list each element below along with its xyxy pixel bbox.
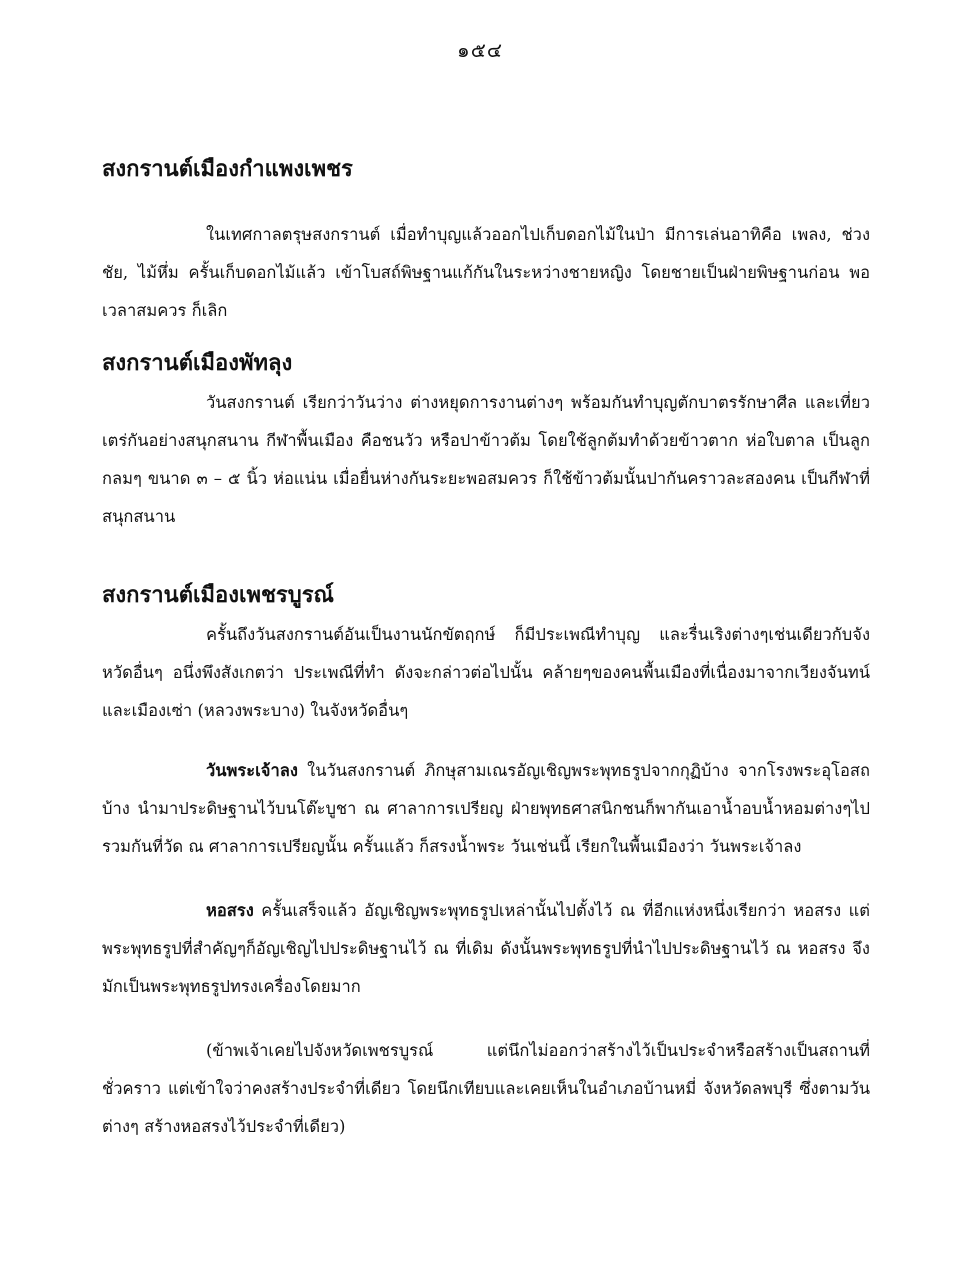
page-number: ๑๕๔: [457, 38, 503, 62]
subsection-wan-phra-chao-long: [102, 752, 870, 866]
section-paragraph-kamphaeng-phet: ในเทศกาลตรุษสงกรานต์ เมื่อทำบุญแล้วออกไปเก็บดอกไม้ในป่า มีการเล่นอาทิคือ เพลง, ช่วงชัย, ไม้หึ่ม ครั้นเก็บดอกไม้แล้ว เข้าโบสถ์พิษฐานแก้กันในระหว่างชายหญิง โดยชายเป็นฝ่ายพิษฐานก่อน พอเวลาสมควร ก็เลิก: [102, 225, 870, 320]
section-heading-kamphaeng-phet: สงกรานต์เมืองกำแพงเพชร: [102, 157, 353, 182]
document-body: [102, 150, 870, 1146]
section-paragraph-phetchabun: ครั้นถึงวันสงกรานต์อันเป็นงานนักขัตฤกษ์ ก็มีประเพณีทำบุญ และรื่นเริงต่างๆเช่นเดียวกับจังหวัดอื่นๆ อนึ่งพึงสังเกตว่า ประเพณีที่ทำ ดังจะกล่าวต่อไปนั้น คล้ายๆของคนพื้นเมืองที่เนื่องมาจากเวียงจันทน์ และเมืองเซ่า (หลวงพระบาง) ในจังหวัดอื่นๆ: [102, 625, 870, 720]
author-note: (ข้าพเจ้าเคยไปจังหวัดเพชรบูรณ์ แต่นึกไม่ออกว่าสร้างไว้เป็นประจำหรือสร้างเป็นสถานที่ชั่วคราว แต่เข้าใจว่าคงสร้างประจำที่เดียว โดยนึกเทียบและเคยเห็นในอำเภอบ้านหมี่ จังหวัดลพบุรี ซึ่งตามวันต่างๆ สร้างหอสรงไว้ประจำที่เดียว): [102, 1041, 870, 1136]
section-paragraph-phatthalung: วันสงกรานต์ เรียกว่าวันว่าง ต่างหยุดการงานต่างๆ พร้อมกันทำบุญตักบาตรรักษาศีล และเที่ยวเตร่กันอย่างสนุกสนาน กีฬาพื้นเมือง คือชนวัว หรือปาข้าวต้ม โดยใช้ลูกต้มทำด้วยข้าวตาก ห่อใบตาล เป็นลูกกลมๆ ขนาด ๓ – ๕ นิ้ว ห่อแน่น เมื่อยื่นห่างกันระยะพอสมควร ก็ใช้ข้าวต้มนั้นปากันคราวละสองคน เป็นกีฬาที่สนุกสนาน: [102, 393, 870, 526]
subsection-lead-term: หอสรง: [206, 901, 254, 920]
subsection-ho-song: [102, 892, 870, 1006]
subsection-lead-term: วันพระเจ้าลง: [206, 761, 298, 780]
section-heading-phetchabun: สงกรานต์เมืองเพชรบูรณ์: [102, 583, 334, 608]
subsection-text: ในวันสงกรานต์ ภิกษุสามเณรอัญเชิญพระพุทธรูปจากกุฏิบ้าง จากโรงพระอุโอสถบ้าง นำมาประดิษฐานไว้บนโต๊ะบูชา ณ ศาลาการเปรียญ ฝ่ายพุทธศาสนิกชนก็พากันเอาน้ำอบน้ำหอมต่างๆไปรวมกันที่วัด ณ ศาลาการเปรียญนั้น ครั้นแล้ว ก็สรงน้ำพระ วันเช่นนี้ เรียกในพื้นเมืองว่า วันพระเจ้าลง: [102, 761, 870, 856]
subsection-text: ครั้นเสร็จแล้ว อัญเชิญพระพุทธรูปเหล่านั้นไปตั้งไว้ ณ ที่อีกแห่งหนึ่งเรียกว่า หอสรง แต่พระพุทธรูปที่สำคัญๆก็อัญเชิญไปประดิษฐานไว้ ณ ที่เดิม ดังนั้นพระพุทธรูปที่นำไปประดิษฐานไว้ ณ หอสรง จึงมักเป็นพระพุทธรูปทรงเครื่องโดยมาก: [102, 901, 870, 996]
section-heading-phatthalung: สงกรานต์เมืองพัทลุง: [102, 351, 293, 376]
